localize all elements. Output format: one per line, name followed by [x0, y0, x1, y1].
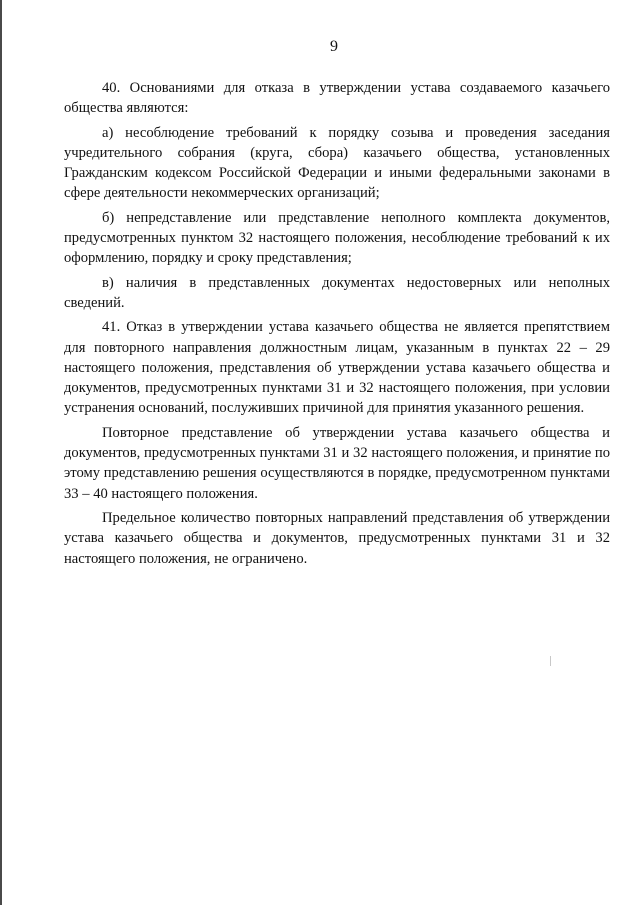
document-body: [64, 78, 610, 573]
paragraph-40-a: а) несоблюдение требований к порядку созыва и проведения заседания учредительного собрания (круга, сбора) казачьего общества, установленных Гражданским кодексом Российской Федерации и иными федеральными законами в сфере деятельности некоммерческих организаций;: [64, 124, 610, 202]
paragraph-40: 40. Основаниями для отказа в утверждении устава создаваемого казачьего общества являются:: [64, 80, 610, 117]
paragraph-limit: Предельное количество повторных направлений представления об утверждении устава казачьего общества и документов, предусмотренных пунктами 31 и 32 настоящего положения, не ограничено.: [64, 509, 610, 567]
paragraph-40-c: в) наличия в представленных документах недостоверных или неполных сведений.: [64, 274, 610, 311]
paragraph-40-b: б) непредставление или представление неполного комплекта документов, предусмотренных пунктом 32 настоящего положения, несоблюдение требований к их оформлению, порядку и сроку представления;: [64, 209, 610, 267]
paragraph-41: 41. Отказ в утверждении устава казачьего общества не является препятствием для повторного направления должностным лицам, указанным в пунктах 22 – 29 настоящего положения, представления об утверждении устава казачьего общества и документов, предусмотренных пунктами 31 и 32 настоящего положения, при условии устранения оснований, послуживших причиной для принятия указанного решения.: [64, 319, 610, 417]
scan-artifact: [550, 656, 551, 666]
paragraph-resubmission: Повторное представление об утверждении устава казачьего общества и документов, предусмотренных пунктами 31 и 32 настоящего положения, и принятие по этому представлению решения осуществляются в порядке, предусмотренном пунктами 33 – 40 настоящего положения.: [64, 424, 610, 502]
page-number: 9: [330, 38, 338, 55]
